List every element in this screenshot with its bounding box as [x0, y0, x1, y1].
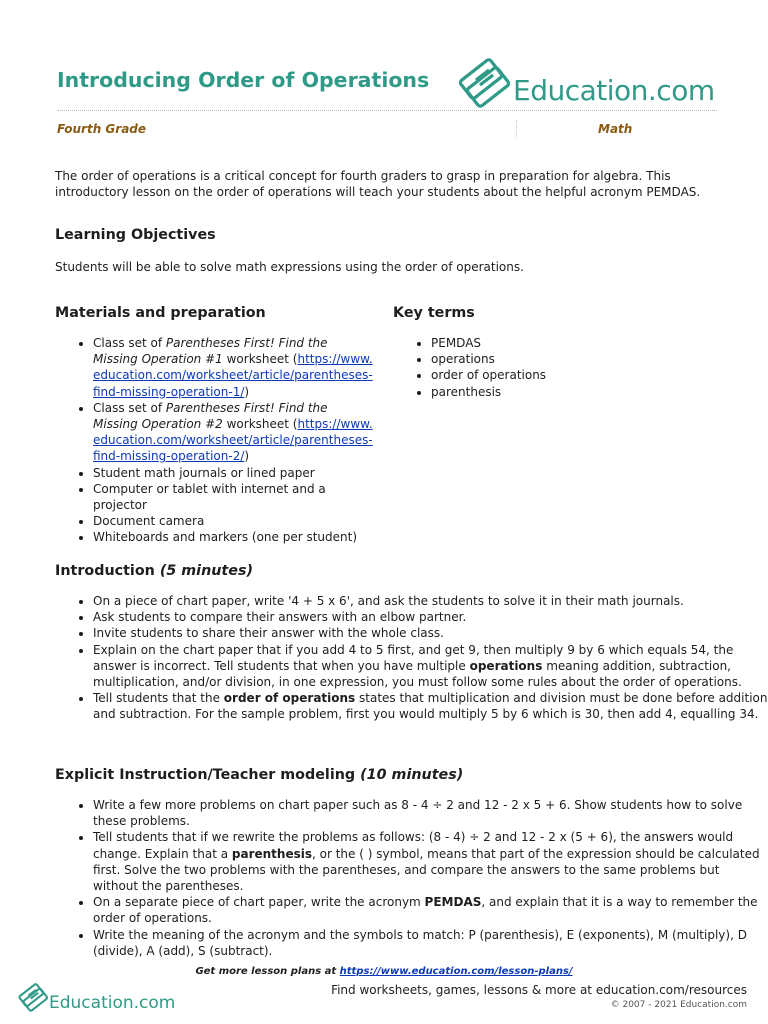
list-item: • Write a few more problems on chart paper such as 8 - 4 ÷ 2 and 12 - 2 x 5 + 6. Show students how to solve these problems.	[93, 797, 765, 829]
explicit-heading	[55, 767, 463, 783]
key-terms-list	[393, 335, 731, 400]
list-item	[93, 894, 765, 926]
item-text: , and explain that it is a way to remember the order of operations.	[93, 895, 758, 926]
material-text: worksheet (	[222, 352, 298, 367]
list-item: • Student math journals or lined paper	[93, 465, 373, 481]
key-term: PEMDAS	[424, 895, 482, 910]
footer-logo-icon	[17, 982, 49, 1014]
material-text: Class set of	[93, 336, 166, 350]
materials-heading: Materials and preparation	[55, 305, 266, 321]
material-text: )	[244, 384, 250, 399]
item-text: meaning addition, subtraction, multiplication, and/or division, in one expression, you must follow some rules about the order of operations.	[93, 658, 742, 690]
key-terms-heading: Key terms	[393, 305, 475, 321]
introduction-list	[55, 593, 768, 723]
list-item: • Whiteboards and markers (one per student)	[93, 529, 373, 545]
worksheet-title: Parentheses First! Find the Missing Operation #2	[93, 400, 328, 432]
worksheet-title: Parentheses First! Find the Missing Operation #1	[93, 336, 328, 367]
list-item	[93, 829, 765, 894]
section-time: (10 minutes)	[360, 767, 464, 783]
footer-find-text: Find worksheets, games, lessons & more at education.com/resources	[331, 983, 747, 997]
material-text: Class set of	[93, 400, 166, 415]
list-item	[93, 335, 373, 400]
list-item: • Computer or tablet with internet and a projector	[93, 481, 373, 513]
list-item: • On a piece of chart paper, write '4 + 5 x 6', and ask the students to solve it in their math journals.	[93, 593, 768, 609]
item-text: Tell students that the	[93, 691, 224, 706]
footer-logo-text: Education.com	[49, 993, 176, 1013]
item-text: On a separate piece of chart paper, write the acronym	[93, 895, 425, 910]
meta-divider	[516, 120, 517, 138]
list-item: • parenthesis	[431, 384, 731, 400]
list-item	[93, 690, 768, 722]
list-item	[93, 642, 768, 691]
introduction-heading	[55, 563, 253, 579]
lesson-plans-link[interactable]: https://www.education.com/lesson-plans/	[339, 966, 573, 977]
education-logo[interactable]	[456, 54, 716, 118]
footer-text: Get more lesson plans at	[195, 966, 340, 977]
materials-list	[55, 335, 373, 546]
footer-more-lessons	[0, 966, 768, 977]
item-text: , or the ( ) symbol, means that part of the expression should be calculated first. Solve the two problems with the parentheses, and compare the answers to the same problems but without the parentheses.	[93, 846, 760, 894]
material-text: )	[244, 449, 250, 464]
header-divider	[57, 110, 717, 111]
education-logo-text: Education.com	[513, 74, 715, 107]
section-time: (5 minutes)	[159, 563, 254, 579]
worksheet-1-link[interactable]: https://www.education.com/worksheet/article/parentheses-find-missing-operation-1/	[93, 352, 373, 399]
footer-logo[interactable]	[17, 982, 177, 1016]
list-item: • Write the meaning of the acronym and the symbols to match: P (parenthesis), E (exponents), M (multiply), D (divide), A (add), S (subtract).	[93, 927, 765, 959]
section-title: Explicit Instruction/Teacher modeling	[55, 767, 356, 783]
item-text: Explain on the chart paper that if you add 4 to 5 first, and get 9, then multiply 9 by 6 which equals 54, the answer is incorrect. Tell students that when you have multiple	[93, 642, 734, 673]
list-item: • Ask students to compare their answers with an elbow partner.	[93, 609, 768, 625]
page-title: Introducing Order of Operations	[57, 68, 430, 92]
grade-label: Fourth Grade	[57, 122, 147, 136]
footer-copyright: © 2007 - 2021 Education.com	[610, 1000, 747, 1010]
key-term: order of operations	[223, 691, 356, 706]
education-logo-icon	[456, 56, 512, 112]
list-item: • Document camera	[93, 513, 373, 529]
subject-label: Math	[598, 122, 633, 136]
item-text: states that multiplication and division must be done before addition and subtraction. For the sample problem, first you would multiply 5 by 6 which is 30, then add 4, equalling 34.	[93, 691, 768, 722]
intro-paragraph: The order of operations is a critical concept for fourth graders to grasp in preparation for algebra. This introductory lesson on the order of operations will teach your students about the helpful acronym PEMDAS.	[55, 169, 701, 200]
objectives-heading: Learning Objectives	[55, 227, 216, 243]
item-text: Tell students that if we rewrite the problems as follows: (8 - 4) ÷ 2 and 12 - 2 x (5 + 6), the answers would change. Explain that a	[93, 830, 734, 861]
key-term: operations	[469, 658, 543, 673]
explicit-list	[55, 797, 765, 959]
material-text: worksheet (	[222, 417, 298, 432]
key-term: parenthesis	[231, 846, 312, 861]
list-item: • order of operations	[431, 367, 731, 383]
list-item: • PEMDAS	[431, 335, 731, 351]
worksheet-2-link[interactable]: https://www.education.com/worksheet/article/parentheses-find-missing-operation-2/	[93, 417, 373, 464]
objectives-text: Students will be able to solve math expressions using the order of operations.	[55, 260, 524, 274]
list-item: • operations	[431, 351, 731, 367]
list-item: • Invite students to share their answer with the whole class.	[93, 625, 768, 641]
section-title: Introduction	[55, 563, 155, 579]
list-item	[93, 400, 373, 465]
